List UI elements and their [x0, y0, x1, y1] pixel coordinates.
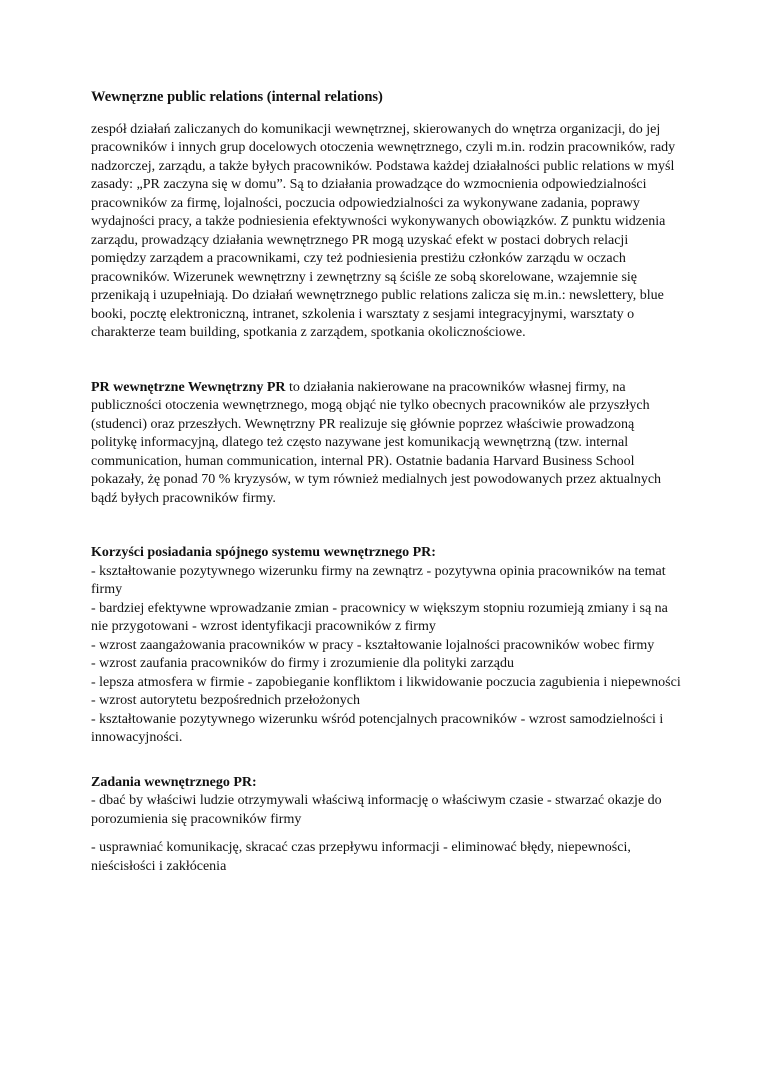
spacer: [91, 829, 681, 839]
pr-body: to działania nakierowane na pracowników własnej firmy, na publiczności otoczenia wewnętrznego, mogą objąć nie tylko obecnych pracowników ale przyszłych (studenci) oraz przeszłych. Wewnętrzny PR realizuje się głównie poprzez właściwie prowadzoną politykę informacyjną, dlatego też często nazywane jest komunikacją wewnętrzną (tzw. internal communication, human communication, internal PR). Ostatnie badania Harvard Business School pokazały, żę ponad 70 % kryzysów, w tym również medialnych jest powodowanych przez aktualnych bądź byłych pracowników firmy.: [91, 379, 662, 506]
spacer: [91, 343, 681, 379]
benefit-item: - kształtowanie pozytywnego wizerunku firmy na zewnątrz - pozytywna opinia pracowników na temat firmy: [91, 563, 666, 597]
benefits-title: Korzyści posiadania spójnego systemu wewnętrznego PR:: [91, 545, 436, 560]
pr-lead-bold: PR wewnętrzne Wewnętrzny PR: [91, 379, 286, 395]
task-item: - dbać by właściwi ludzie otrzymywali właściwą informację o właściwym czasie - stwarzać okazje do porozumienia się pracowników firmy: [91, 793, 662, 827]
task-item: - usprawniać komunikację, skracać czas przepływu informacji - eliminować błędy, niepewności, nieścisłości i zakłócenia: [91, 840, 631, 874]
tasks-title: Zadania wewnętrznego PR:: [91, 774, 257, 790]
benefit-item: - lepsza atmosfera w firmie - zapobieganie konfliktom i likwidowanie poczucia zagubienia i niepewności - wzrost autorytetu bezpośrednich przełożonych: [91, 674, 681, 708]
pr-paragraph: [91, 379, 681, 509]
benefit-item: - wzrost zaufania pracowników do firmy i zrozumienie dla polityki zarządu: [91, 656, 514, 671]
benefit-item: - wzrost zaangażowania pracowników w pracy - kształtowanie lojalności pracowników wobec firmy: [91, 637, 655, 653]
spacer: [91, 508, 681, 544]
intro-paragraph: zespół działań zaliczanych do komunikacji wewnętrznej, skierowanych do wnętrza organizacji, do jej pracowników i innych grup docelowych otoczenia wewnętrznego, czyli m.in. rodzin pracowników, rady nadzorczej, zarządu, a także byłych pracowników. Podstawa każdej działalności public relations w myśl zasady: „PR zaczyna się w domu”. Są to działania prowadzące do wzmocnienia odpowiedzialności pracowników za firmę, lojalności, poczucia odpowiedzialności za wykonywane zadania, poprawy wydajności pracy, a także podniesienia efektywności wykonywanych obowiązków. Z punktu widzenia zarządu, prowadzący działania wewnętrznego PR mogą uzyskać efekt w postaci dobrych relacji pomiędzy zarządem a pracownikami, czy też podniesienia prestiżu członków zarządu w oczach pracowników. Wizerunek wewnętrzny i zewnętrzny są ściśle ze sobą skorelowane, wzajemnie się przenikają i uzupełniają. Do działań wewnętrznego public relations zalicza się m.in.: newslettery, blue booki, pocztę elektroniczną, intranet, szkolenia i warsztaty z sesjami integracyjnymi, warsztaty o charakterze team building, spotkania z zarządem, spotkania okolicznościowe.: [91, 121, 676, 340]
benefit-item: - bardziej efektywne wprowadzanie zmian - pracownicy w większym stopniu rozumieją zmiany i są na nie przygotowani - wzrost identyfikacji pracowników z firmy: [91, 600, 668, 634]
document-title: Wewnęrzne public relations (internal relations): [91, 89, 383, 105]
document-page: [91, 88, 681, 876]
spacer: [91, 748, 681, 774]
benefit-item: - kształtowanie pozytywnego wizerunku wśród potencjalnych pracowników - wzrost samodzielności i innowacyjności.: [91, 711, 664, 745]
